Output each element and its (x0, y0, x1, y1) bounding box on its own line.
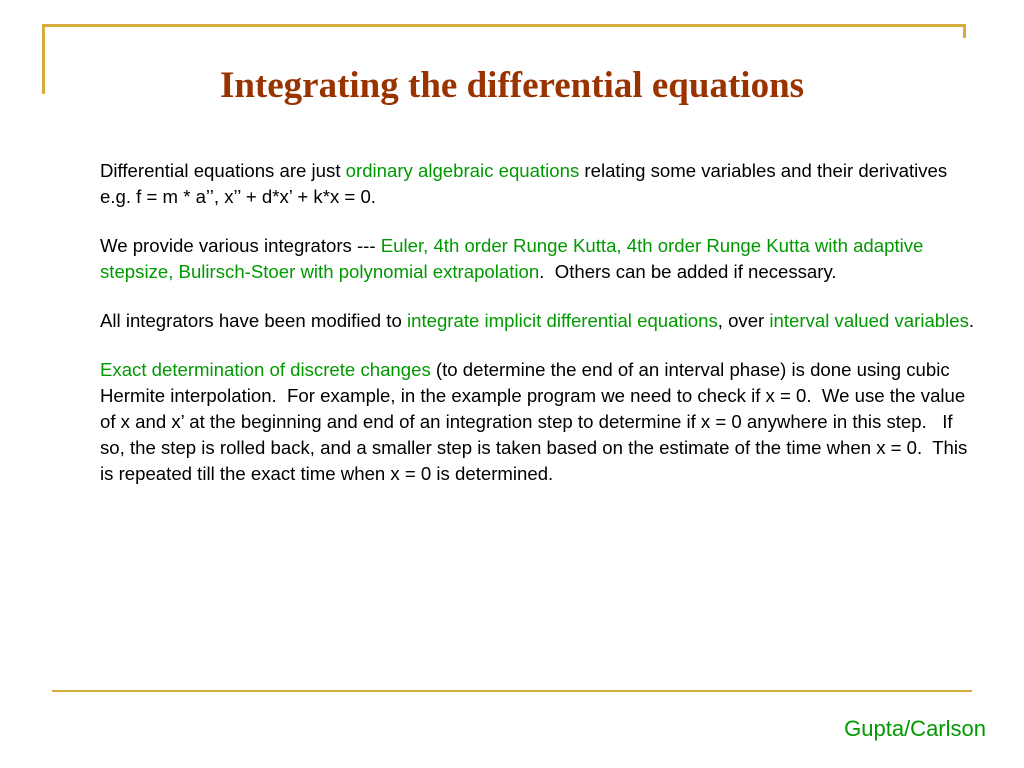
frame-top-rule (42, 24, 966, 27)
highlighted-text: Exact determination of discrete changes (100, 359, 431, 380)
footer-author: Gupta/Carlson (844, 716, 986, 741)
body-text: Differential equations are just (100, 160, 346, 181)
body-text: , over (717, 310, 770, 331)
body-text: relating some variables and their derivatives e.g. f = m * a’’, x’’ + d*x’ + k*x = 0. (100, 160, 953, 207)
body-paragraph (100, 233, 980, 285)
body-paragraph (100, 357, 980, 487)
body-paragraph (100, 308, 980, 334)
slide-body (100, 158, 980, 510)
highlighted-text: interval valued variables (769, 310, 969, 331)
body-text: All integrators have been modified to (100, 310, 407, 331)
highlighted-text: Euler, 4th order Runge Kutta, 4th order Runge Kutta with adaptive stepsize, Bulirsch-Stoer with polynomial extrapolation (100, 235, 929, 282)
slide-title: Integrating the differential equations (219, 65, 805, 106)
body-text: We provide various integrators --- (100, 235, 381, 256)
frame-right-rule (963, 24, 966, 38)
bottom-rule (52, 690, 972, 692)
body-paragraph (100, 158, 980, 210)
highlighted-text: integrate implicit differential equations (406, 310, 718, 331)
body-text: (to determine the end of an interval phase) is done using cubic Hermite interpolation. For example, in the example program we need to check if x = 0. We use the value of x and x’ at the beginning and end of an integration step to determine if x = 0 anywhere in this step. If so, the step is rolled back, and a smaller step is taken based on the estimate of the time when x = 0. This is repeated till the exact time when x = 0 is determined. (100, 359, 973, 484)
highlighted-text: ordinary algebraic equations (345, 160, 580, 181)
body-text: . Others can be added if necessary. (539, 261, 837, 282)
body-text: . (968, 310, 975, 331)
